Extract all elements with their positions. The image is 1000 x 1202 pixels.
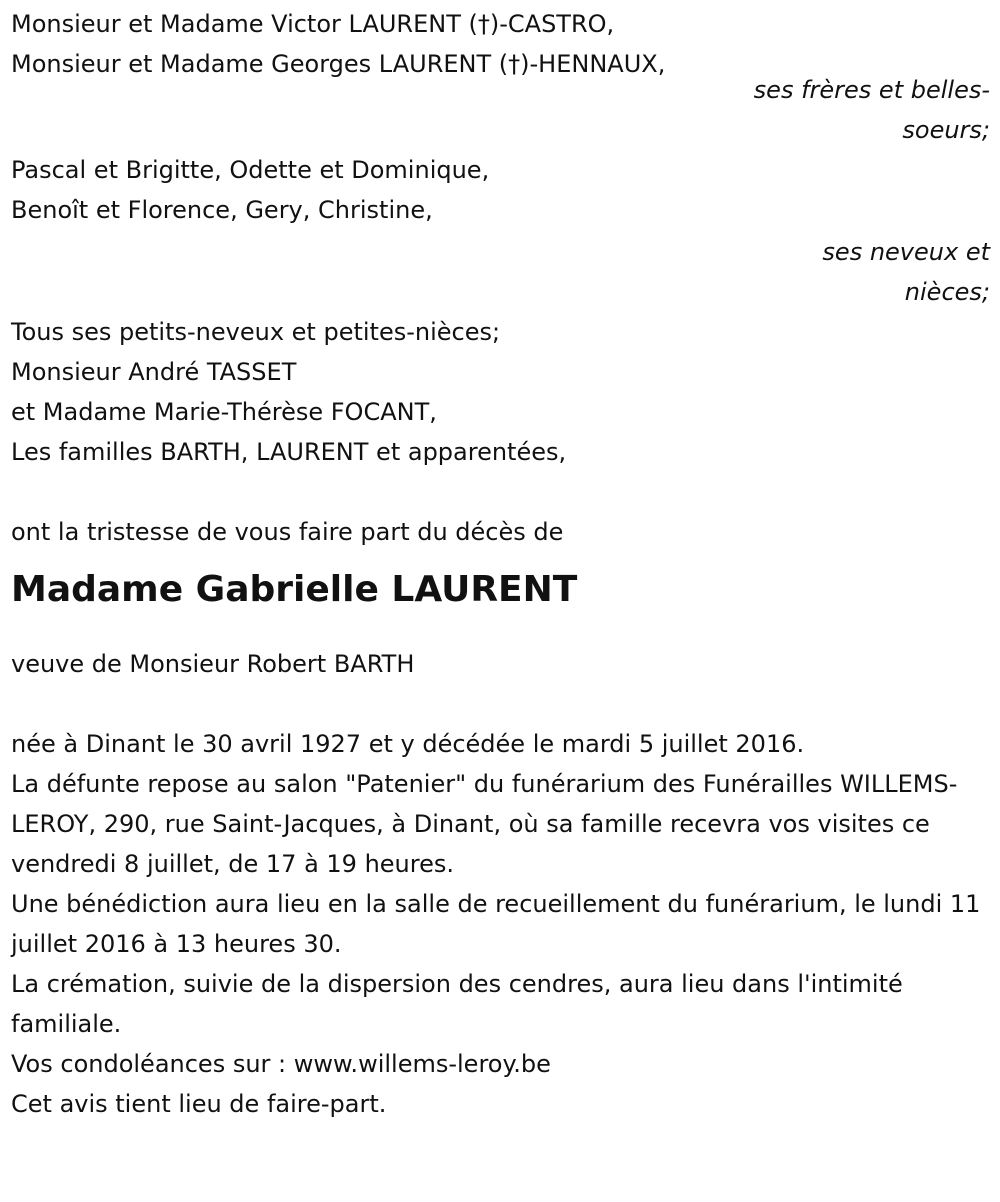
spacer <box>11 472 990 512</box>
notice-paragraph: Cet avis tient lieu de faire-part. <box>11 1090 387 1118</box>
spacer <box>11 684 990 724</box>
nephew-line: Benoît et Florence, Gery, Christine, <box>11 196 433 224</box>
siblings-role-line: ses frères et belles- <box>753 76 990 104</box>
nephews-role-line: nièces; <box>904 278 990 306</box>
others-group <box>11 312 990 472</box>
condolences-paragraph: Vos condoléances sur : www.willems-leroy.be <box>11 1050 551 1078</box>
nephew-line: Pascal et Brigitte, Odette et Dominique, <box>11 156 490 184</box>
siblings-role-line: soeurs; <box>902 116 990 144</box>
repose-paragraph: La défunte repose au salon "Patenier" du funérarium des Funérailles WILLEMS-LEROY, 290, rue Saint-Jacques, à Dinant, où sa famille recevra vos visites ce vendredi 8 juillet, de 17 à 19 heures. <box>11 770 958 878</box>
sibling-line: Monsieur et Madame Victor LAURENT (†)-CASTRO, <box>11 10 615 38</box>
birth-death-paragraph: née à Dinant le 30 avril 1927 et y décédée le mardi 5 juillet 2016. <box>11 730 805 758</box>
widow-of-text: veuve de Monsieur Robert BARTH <box>11 650 415 678</box>
siblings-group <box>11 4 990 150</box>
announcement-text: ont la tristesse de vous faire part du décès de <box>11 518 564 546</box>
relative-line: Tous ses petits-neveux et petites-nièces; <box>11 318 501 346</box>
blessing-paragraph: Une bénédiction aura lieu en la salle de recueillement du funérarium, le lundi 11 juillet 2016 à 13 heures 30. <box>11 890 981 958</box>
nephews-role-line: ses neveux et <box>822 238 990 266</box>
nephews-group <box>11 150 990 312</box>
relative-line: et Madame Marie-Thérèse FOCANT, <box>11 398 437 426</box>
deceased-name: Madame Gabrielle LAURENT <box>11 569 578 610</box>
relative-line: Les familles BARTH, LAURENT et apparentées, <box>11 438 567 466</box>
relative-line: Monsieur André TASSET <box>11 358 297 386</box>
cremation-paragraph: La crémation, suivie de la dispersion des cendres, aura lieu dans l'intimité familiale. <box>11 970 903 1038</box>
sibling-line: Monsieur et Madame Georges LAURENT (†)-HENNAUX, <box>11 50 666 78</box>
